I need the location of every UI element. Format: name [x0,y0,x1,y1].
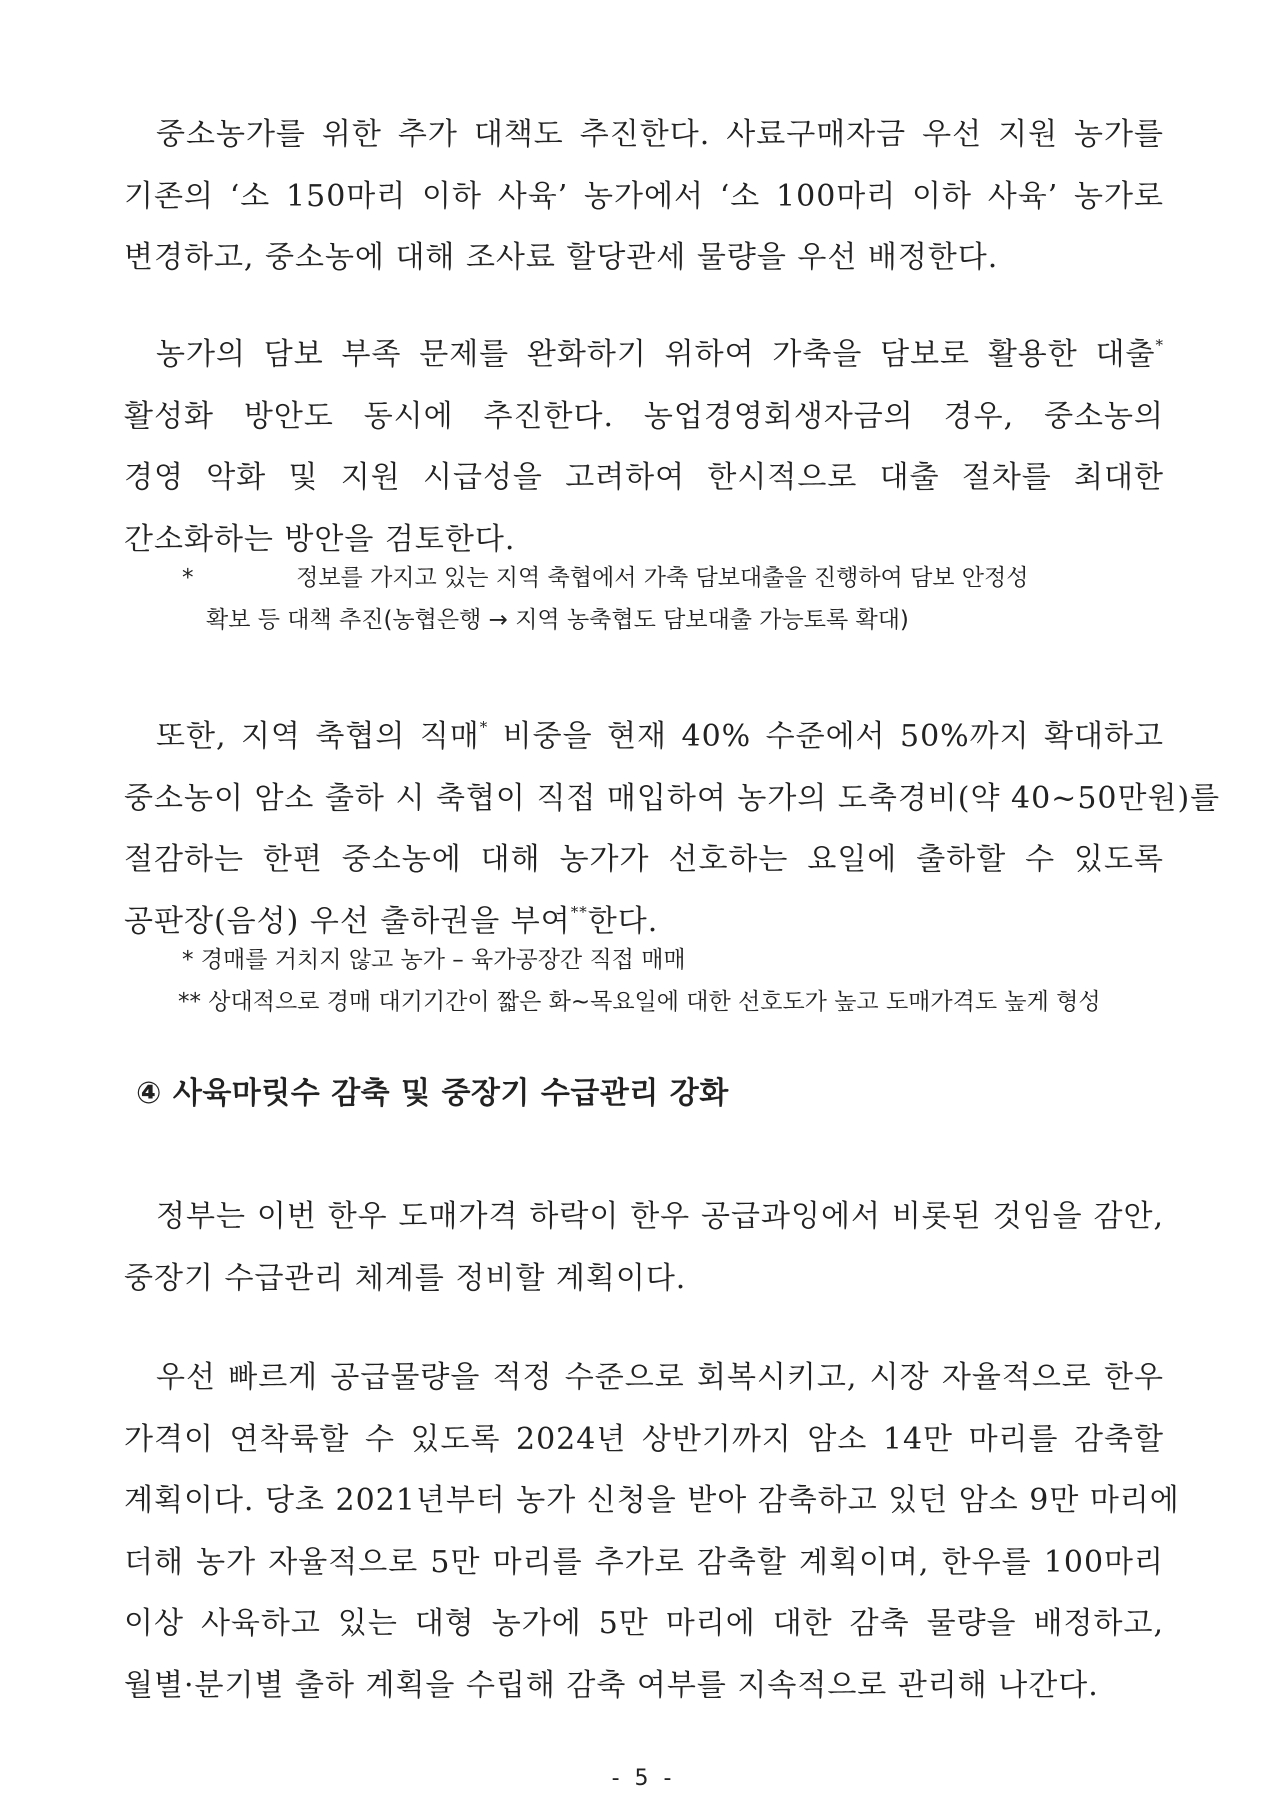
footnote-text: ** 상대적으로 경매 대기기간이 짧은 화~목요일에 대한 선호도가 높고 도매가격도 높게 형성 [178,989,1101,1015]
text-line: 중소농이 암소 출하 시 축협이 직접 매입하여 농가의 도축경비(약 40~50만원)를 [124,780,1221,816]
footnote-direct-sale [182,938,686,982]
section-heading: ④ 사육마릿수 감축 및 중장기 수급관리 강화 [136,1076,729,1111]
text-line [124,324,1164,386]
paragraph-cow-reduction [124,1347,1180,1716]
text-segment: 또한, 지역 축협의 직매 [156,719,480,754]
text-line [124,706,1164,768]
footnote-marker: ** [570,902,588,921]
text-segment: 공판장(음성) 우선 출하권을 부여 [124,903,571,939]
text-line: 절감하는 한편 중소농에 대해 농가가 선호하는 요일에 출하할 수 있도록 [124,842,1164,877]
text-segment: 농가의 담보 부족 문제를 완화하기 위하여 가축을 담보로 활용한 대출 [156,337,1156,372]
footnote-weekday-preference [178,980,1101,1024]
text-segment: 한다. [587,903,659,939]
text-line: 간소화하는 방안을 검토한다. [124,521,516,557]
text-line: 중소농가를 위한 추가 대책도 추진한다. 사료구매자금 우선 지원 농가를 [156,117,1164,152]
text-line: 변경하고, 중소농에 대해 조사료 할당관세 물량을 우선 배정한다. [124,240,999,275]
text-line: 정부는 이번 한우 도매가격 하락이 한우 공급과잉에서 비롯된 것임을 감안, [156,1199,1164,1234]
footnote-text: * 경매를 거치지 않고 농가 – 육가공장간 직접 매매 [182,947,686,973]
text-line: 더해 농가 자율적으로 5만 마리를 추가로 감축할 계획이며, 한우를 100마리 [124,1544,1164,1580]
footnote-text: 확보 등 대책 추진(농협은행 → 지역 농축협도 담보대출 가능토록 확대) [206,607,909,633]
text-line: 이상 사육하고 있는 대형 농가에 5만 마리에 대한 감축 물량을 배정하고, [124,1606,1164,1641]
paragraph-small-farm-measures [124,104,1164,289]
text-line: 계획이다. 당초 2021년부터 농가 신청을 받아 감축하고 있던 암소 9만 마리에 [124,1483,1180,1518]
paragraph-collateral-loans [124,324,1164,570]
text-line: 기존의 ‘소 150마리 이하 사육’ 농가에서 ‘소 100마리 이하 사육’ 농가로 [124,178,1164,214]
paragraph-supply-management [124,1186,1164,1309]
footnote-collateral [182,556,1158,600]
paragraph-direct-purchase [124,706,1221,952]
text-line: 경영 악화 및 지원 시급성을 고려하여 한시적으로 대출 절차를 최대한 [124,460,1164,495]
text-segment: 비중을 현재 40% 수준에서 50%까지 확대하고 [488,719,1164,754]
footnote-marker: * [1155,336,1164,354]
footnote-collateral-continued [206,598,909,642]
footnote-marker: * [479,718,489,736]
text-line: 월별·분기별 출하 계획을 수립해 감축 여부를 지속적으로 관리해 나간다. [124,1667,1099,1703]
text-line: 가격이 연착륙할 수 있도록 2024년 상반기까지 암소 14만 마리를 감축할 [124,1421,1164,1457]
footnote-marker: * [182,565,194,591]
text-line: 우선 빠르게 공급물량을 적정 수준으로 회복시키고, 시장 자율적으로 한우 [156,1360,1164,1395]
footnote-text: 정보를 가지고 있는 지역 축협에서 가축 담보대출을 진행하여 담보 안정성 [296,565,1029,591]
text-line: 활성화 방안도 동시에 추진한다. 농업경영회생자금의 경우, 중소농의 [124,398,1164,434]
text-line: 중장기 수급관리 체계를 정비할 계획이다. [124,1260,687,1296]
page-number: - 5 - [611,1766,676,1791]
